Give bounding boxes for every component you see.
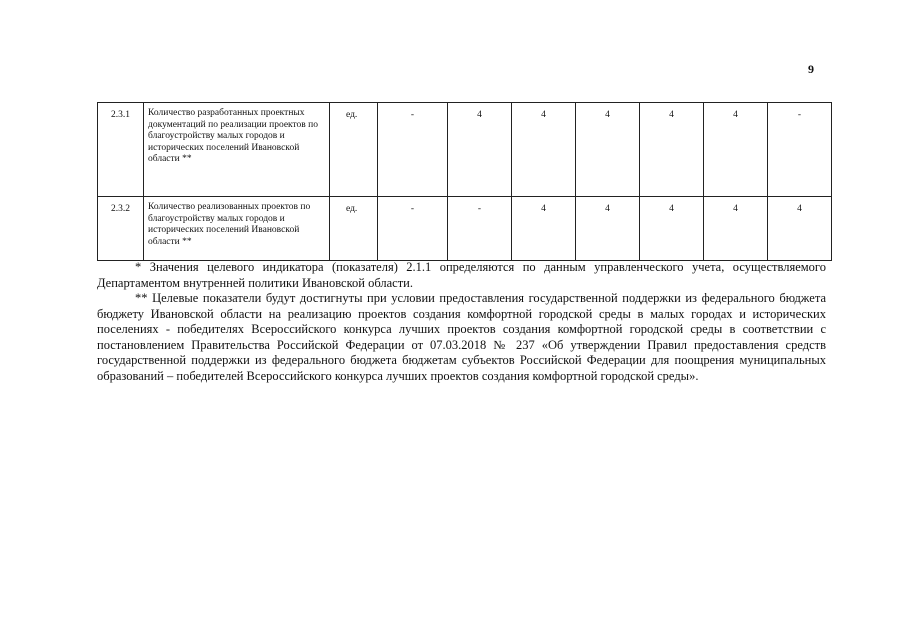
- row-value: -: [768, 103, 832, 197]
- table-row: [98, 103, 832, 197]
- row-code: 2.3.2: [98, 197, 144, 261]
- row-code: 2.3.1: [98, 103, 144, 197]
- row-name: Количество реализованных проектов по благоустройству малых городов и исторических поселений Ивановской области **: [144, 197, 330, 261]
- indicator-table: [97, 102, 832, 261]
- row-value: 4: [448, 103, 512, 197]
- footnote-2: ** Целевые показатели будут достигнуты при условии предоставления государственной поддержки из федерального бюджета бюджету Ивановской области на реализацию проектов создания комфортной городской среды в малых городах и исторических поселениях - победителях Всероссийского конкурса лучших проектов создания комфортной городской среды в соответствии с постановлением Правительства Российской Федерации от 07.03.2018 № 237 «Об утверждении Правил предоставления средств государственной поддержки из федерального бюджета бюджетам субъектов Российской Федерации для поощрения муниципальных образований – победителей Всероссийского конкурса лучших проектов создания комфортной городской среды».: [97, 291, 826, 383]
- row-value: 4: [576, 103, 640, 197]
- row-value: -: [378, 197, 448, 261]
- row-value: 4: [768, 197, 832, 261]
- page-number: 9: [808, 62, 814, 76]
- row-value: 4: [576, 197, 640, 261]
- row-unit: ед.: [330, 197, 378, 261]
- table-row: [98, 197, 832, 261]
- row-value: 4: [512, 103, 576, 197]
- row-value: 4: [704, 197, 768, 261]
- row-value: 4: [704, 103, 768, 197]
- row-value: 4: [512, 197, 576, 261]
- row-value: -: [448, 197, 512, 261]
- row-unit: ед.: [330, 103, 378, 197]
- footnote-1: * Значения целевого индикатора (показателя) 2.1.1 определяются по данным управленческого учета, осуществляемого Департаментом внутренней политики Ивановской области.: [97, 260, 826, 290]
- row-value: -: [378, 103, 448, 197]
- row-value: 4: [640, 103, 704, 197]
- row-value: 4: [640, 197, 704, 261]
- row-name: Количество разработанных проектных документаций по реализации проектов по благоустройству малых городов и исторических поселений Ивановской области **: [144, 103, 330, 197]
- footnotes: [97, 260, 826, 384]
